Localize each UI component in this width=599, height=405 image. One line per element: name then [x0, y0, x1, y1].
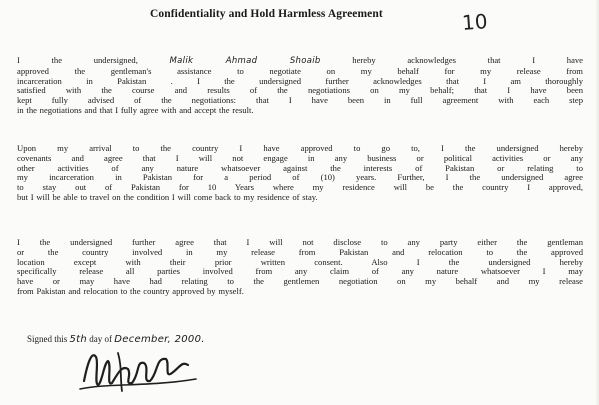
handwritten-signature [78, 343, 208, 398]
line-text: satisfied with the course and results of the negotiations on my behalf; that I have been [17, 86, 583, 96]
handwritten-name: Malik Ahmad Shoaib [169, 56, 321, 66]
line-text: specifically release all parties involved from any claim of any nature whatsoever I may [17, 267, 583, 277]
line-text: I the undersigned further agree that I will not disclose to any party either the gentleman [17, 238, 583, 247]
handwritten-page-number: 10 [461, 9, 489, 35]
line-text: kept fully advised of the negotiations: that I have been in full agreement with each step [17, 96, 583, 106]
paragraph-line [17, 106, 583, 116]
paragraph-line [17, 248, 583, 258]
paragraph-line [17, 67, 583, 77]
document-title: Confidentiality and Hold Harmless Agreement [150, 8, 383, 20]
line-text: covenants and agree that I will not engage in any business or political activities or any [17, 153, 583, 163]
line-text: my incarceration in Pakistan for a period of (10) years. Further, I the undersigned agree [17, 173, 583, 183]
paragraph-covenant [17, 144, 583, 203]
paragraph-line [17, 164, 583, 174]
line-text: to stay out of Pakistan for 10 Years where my residence will be the country I approved, [17, 183, 583, 193]
line-text: but I will be able to travel on the condition I will come back to my residence of stay. [17, 192, 318, 202]
line-text: approved the gentleman's assistance to negotiate on my behalf for my release from [17, 66, 583, 76]
paragraph-line [17, 183, 583, 193]
signed-middle: day of [87, 334, 115, 344]
line-text: have or may have had relating to the gentlemen negotiation on my behalf and my release [17, 277, 583, 287]
paragraph-line [17, 258, 583, 268]
paragraph-line [17, 193, 583, 203]
paragraph-line [17, 287, 583, 297]
page-edge-shadow [594, 0, 599, 405]
paragraph-line [17, 56, 583, 67]
line-text: or the country involved in my release from Pakistan and relocation to the approved [17, 247, 583, 257]
line-text: hereby acknowledges that I have [320, 56, 583, 65]
line-text: incarceration in Pakistan . I the undersigned further acknowledges that I am thoroughly [17, 76, 583, 86]
line-text: other activities of any nature whatsoever against the interests of Pakistan or relating to [17, 163, 583, 173]
signed-day: 5th [69, 334, 88, 345]
paragraph-line [17, 96, 583, 106]
paragraph-line [17, 77, 583, 87]
line-text: Upon my arrival to the country I have approved to go to, I the undersigned hereby [17, 144, 583, 153]
line-text: I the undersigned, [17, 56, 170, 65]
paragraph-line [17, 173, 583, 183]
paragraph-line [17, 277, 583, 287]
signed-date: December, 2000. [114, 334, 205, 345]
paragraph-line [17, 238, 583, 248]
line-text: in the negotiations and that I fully agree with and accept the result. [17, 105, 254, 115]
paragraph-non-disclosure [17, 238, 583, 297]
paragraph-line [17, 154, 583, 164]
paragraph-line [17, 86, 583, 96]
paragraph-acknowledgement [17, 56, 583, 116]
paragraph-line [17, 144, 583, 154]
line-text: location except with their prior written consent. Also I the undersigned hereby [17, 257, 583, 267]
signed-prefix: Signed this [27, 334, 70, 344]
paragraph-line [17, 267, 583, 277]
line-text: from Pakistan and relocation to the country approved by myself. [17, 286, 244, 296]
